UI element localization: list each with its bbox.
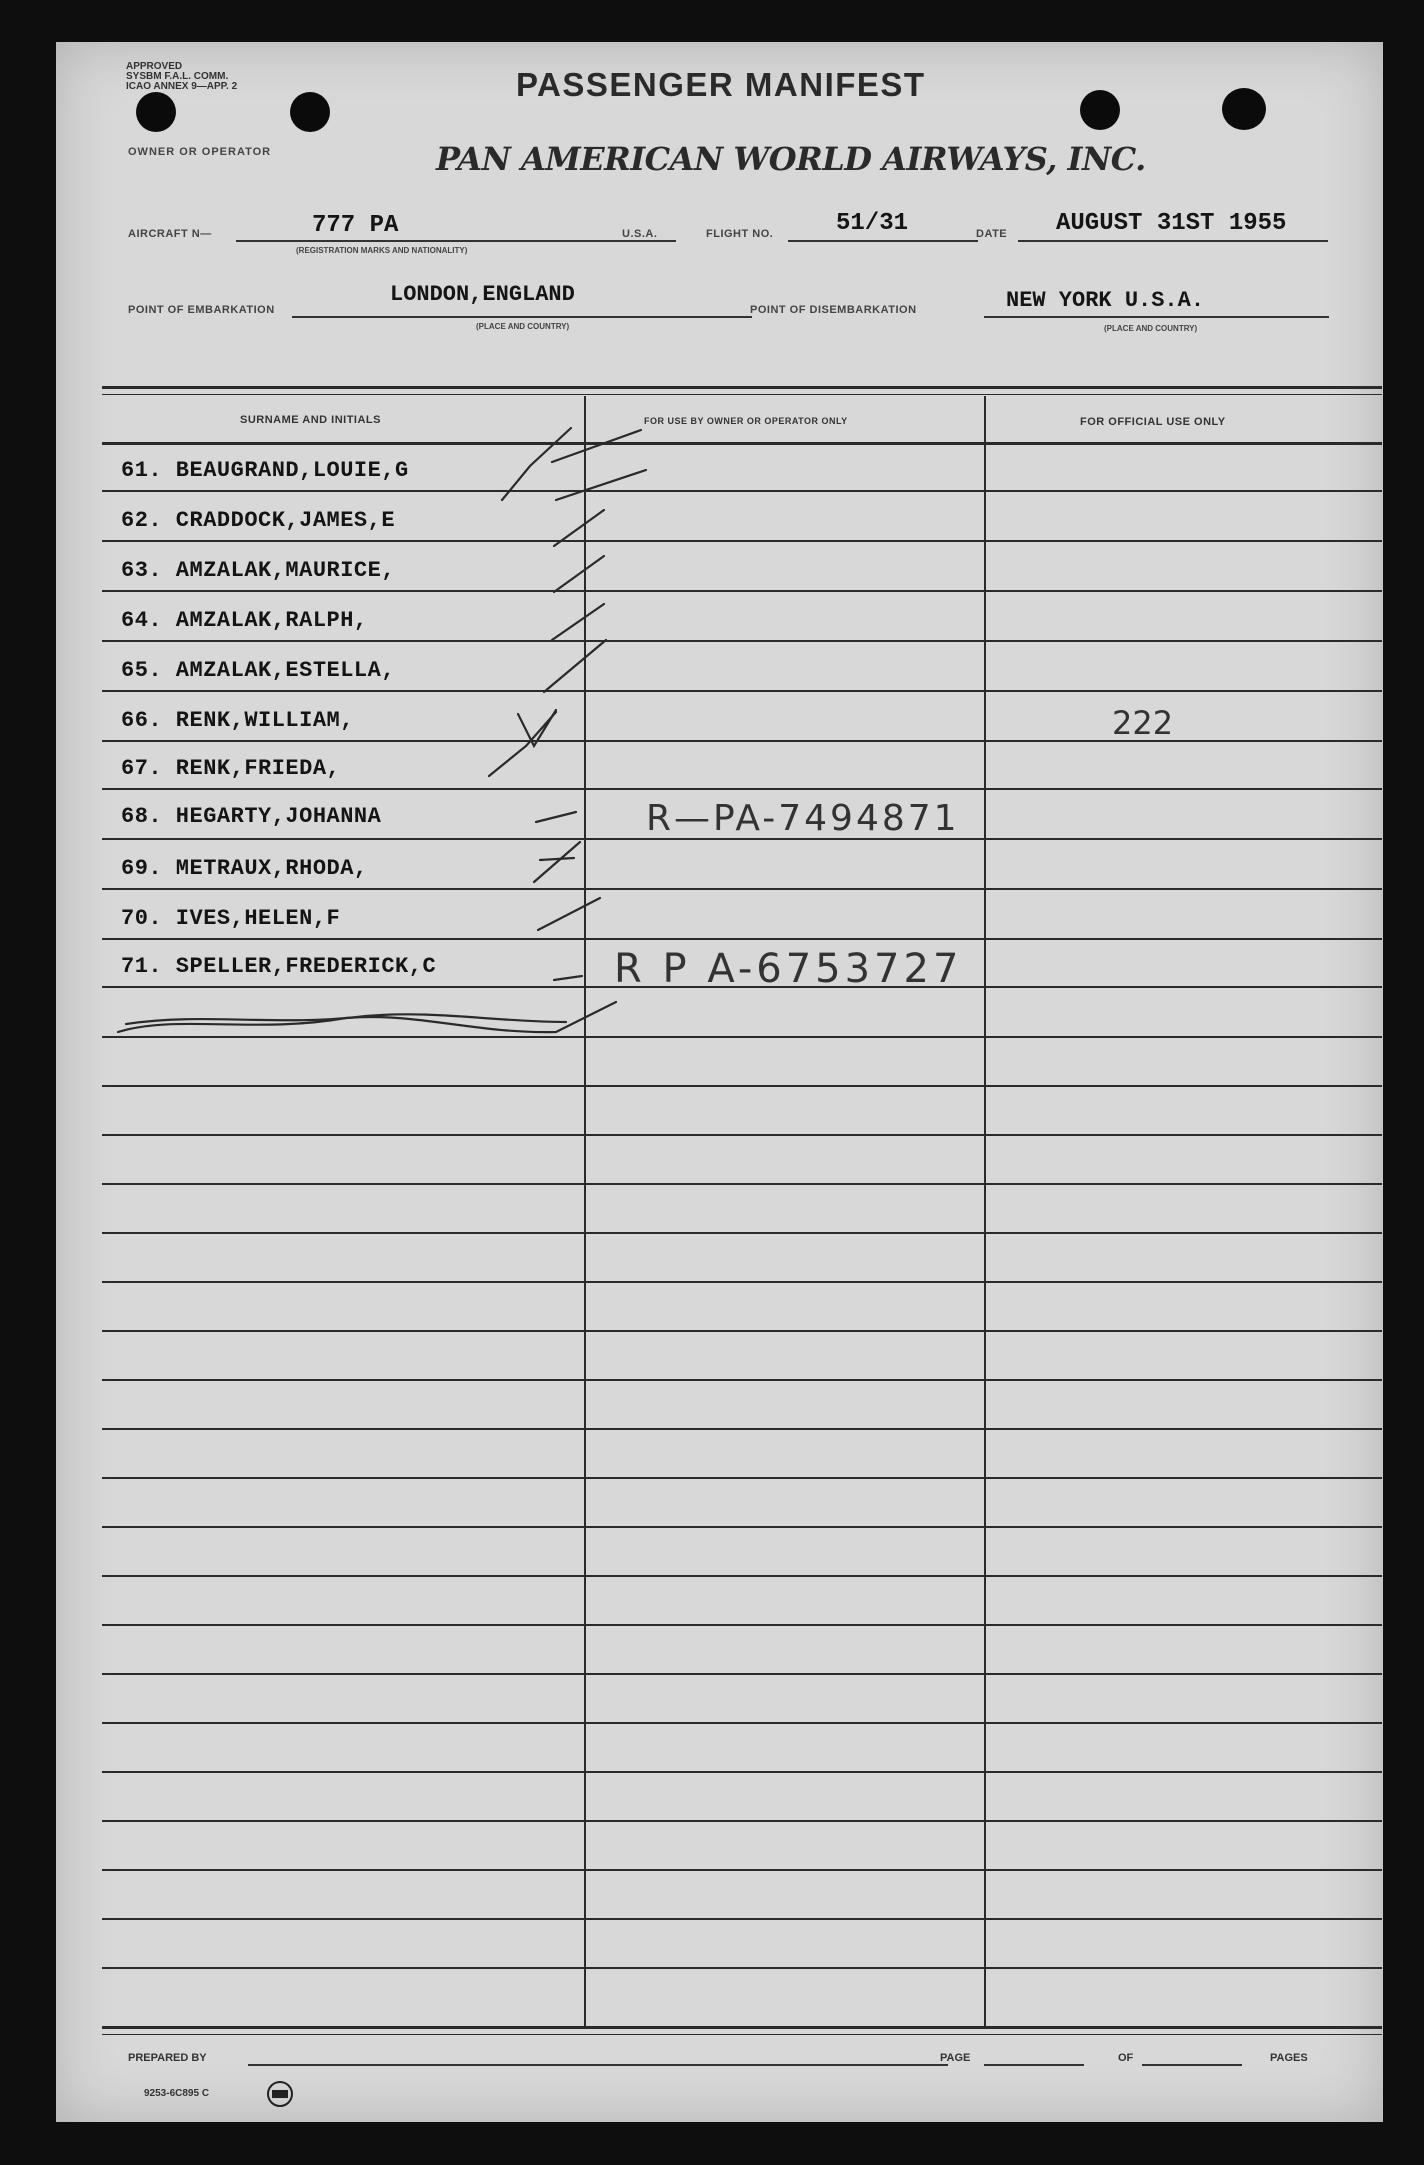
- passenger-name: 65. AMZALAK,ESTELLA,: [121, 658, 396, 683]
- column-header-name: SURNAME AND INITIALS: [240, 414, 381, 426]
- flight-number-value: 51/31: [836, 210, 909, 237]
- passenger-name: 63. AMZALAK,MAURICE,: [121, 558, 396, 583]
- passenger-name: 64. AMZALAK,RALPH,: [121, 608, 368, 633]
- check-mark: [552, 604, 604, 640]
- owner-note: R P A-6753727: [614, 946, 963, 992]
- strikeout-line: [118, 1002, 616, 1032]
- check-mark: [544, 640, 606, 692]
- passenger-name: 66. RENK,WILLIAM,: [121, 708, 354, 733]
- disembarkation-sublabel: (PLACE AND COUNTRY): [1104, 324, 1198, 333]
- column-header-owner: FOR USE BY OWNER OR OPERATOR ONLY: [644, 416, 848, 426]
- check-mark: [536, 812, 576, 822]
- disembarkation-value: NEW YORK U.S.A.: [1006, 288, 1205, 313]
- check-mark: [534, 842, 580, 882]
- embarkation-sublabel: (PLACE AND COUNTRY): [476, 322, 570, 331]
- of-label: OF: [1118, 2052, 1134, 2064]
- embarkation-label: POINT OF EMBARKATION: [128, 304, 275, 316]
- passenger-name: 70. IVES,HELEN,F: [121, 906, 341, 931]
- passenger-name: 62. CRADDOCK,JAMES,E: [121, 508, 396, 533]
- owner-operator-label: OWNER OR OPERATOR: [128, 146, 272, 158]
- check-mark: [502, 428, 571, 500]
- owner-note: R—PA-7494871: [646, 798, 960, 839]
- form-code: 9253-6C895 C: [144, 2088, 210, 2099]
- passenger-name: 69. METRAUX,RHODA,: [121, 856, 368, 881]
- passenger-name: 71. SPELLER,FREDERICK,C: [121, 954, 437, 979]
- check-mark: [538, 898, 600, 930]
- column-header-official: FOR OFFICIAL USE ONLY: [1080, 416, 1226, 428]
- check-mark: [518, 710, 556, 746]
- country-label: U.S.A.: [622, 228, 658, 240]
- check-mark: [554, 556, 604, 592]
- page-title: PASSENGER MANIFEST: [516, 66, 926, 103]
- date-value: AUGUST 31ST 1955: [1056, 210, 1287, 237]
- embarkation-value: LONDON,ENGLAND: [390, 282, 575, 307]
- aircraft-label: AIRCRAFT N—: [128, 228, 212, 240]
- manifest-sheet: [56, 42, 1383, 2122]
- approval-line: SYSBM F.A.L. COMM.: [126, 71, 229, 82]
- approval-line: ICAO ANNEX 9—APP. 2: [126, 81, 238, 92]
- disembarkation-label: POINT OF DISEMBARKATION: [750, 304, 917, 316]
- check-mark: [556, 470, 646, 500]
- check-mark: [554, 976, 582, 980]
- handwritten-marks: [56, 42, 1383, 2122]
- airline-name: PAN AMERICAN WORLD AIRWAYS, INC.: [436, 140, 1146, 178]
- check-mark: [540, 858, 574, 860]
- date-label: DATE: [976, 228, 1008, 240]
- strikeout-line: [126, 1014, 566, 1024]
- union-label-icon: [266, 2080, 294, 2108]
- aircraft-value: 777 PA: [312, 212, 399, 239]
- passenger-name: 68. HEGARTY,JOHANNA: [121, 804, 382, 829]
- approval-line: APPROVED: [126, 61, 183, 72]
- passenger-name: 67. RENK,FRIEDA,: [121, 756, 341, 781]
- pages-label: PAGES: [1270, 2052, 1308, 2064]
- aircraft-sublabel: (REGISTRATION MARKS AND NATIONALITY): [296, 246, 468, 255]
- passenger-name: 61. BEAUGRAND,LOUIE,G: [121, 458, 409, 483]
- page-label: PAGE: [940, 2052, 971, 2064]
- check-mark: [552, 430, 641, 462]
- official-note: 222: [1112, 704, 1174, 742]
- prepared-by-label: PREPARED BY: [128, 2052, 207, 2064]
- flight-number-label: FLIGHT NO.: [706, 228, 774, 240]
- check-mark: [554, 510, 604, 546]
